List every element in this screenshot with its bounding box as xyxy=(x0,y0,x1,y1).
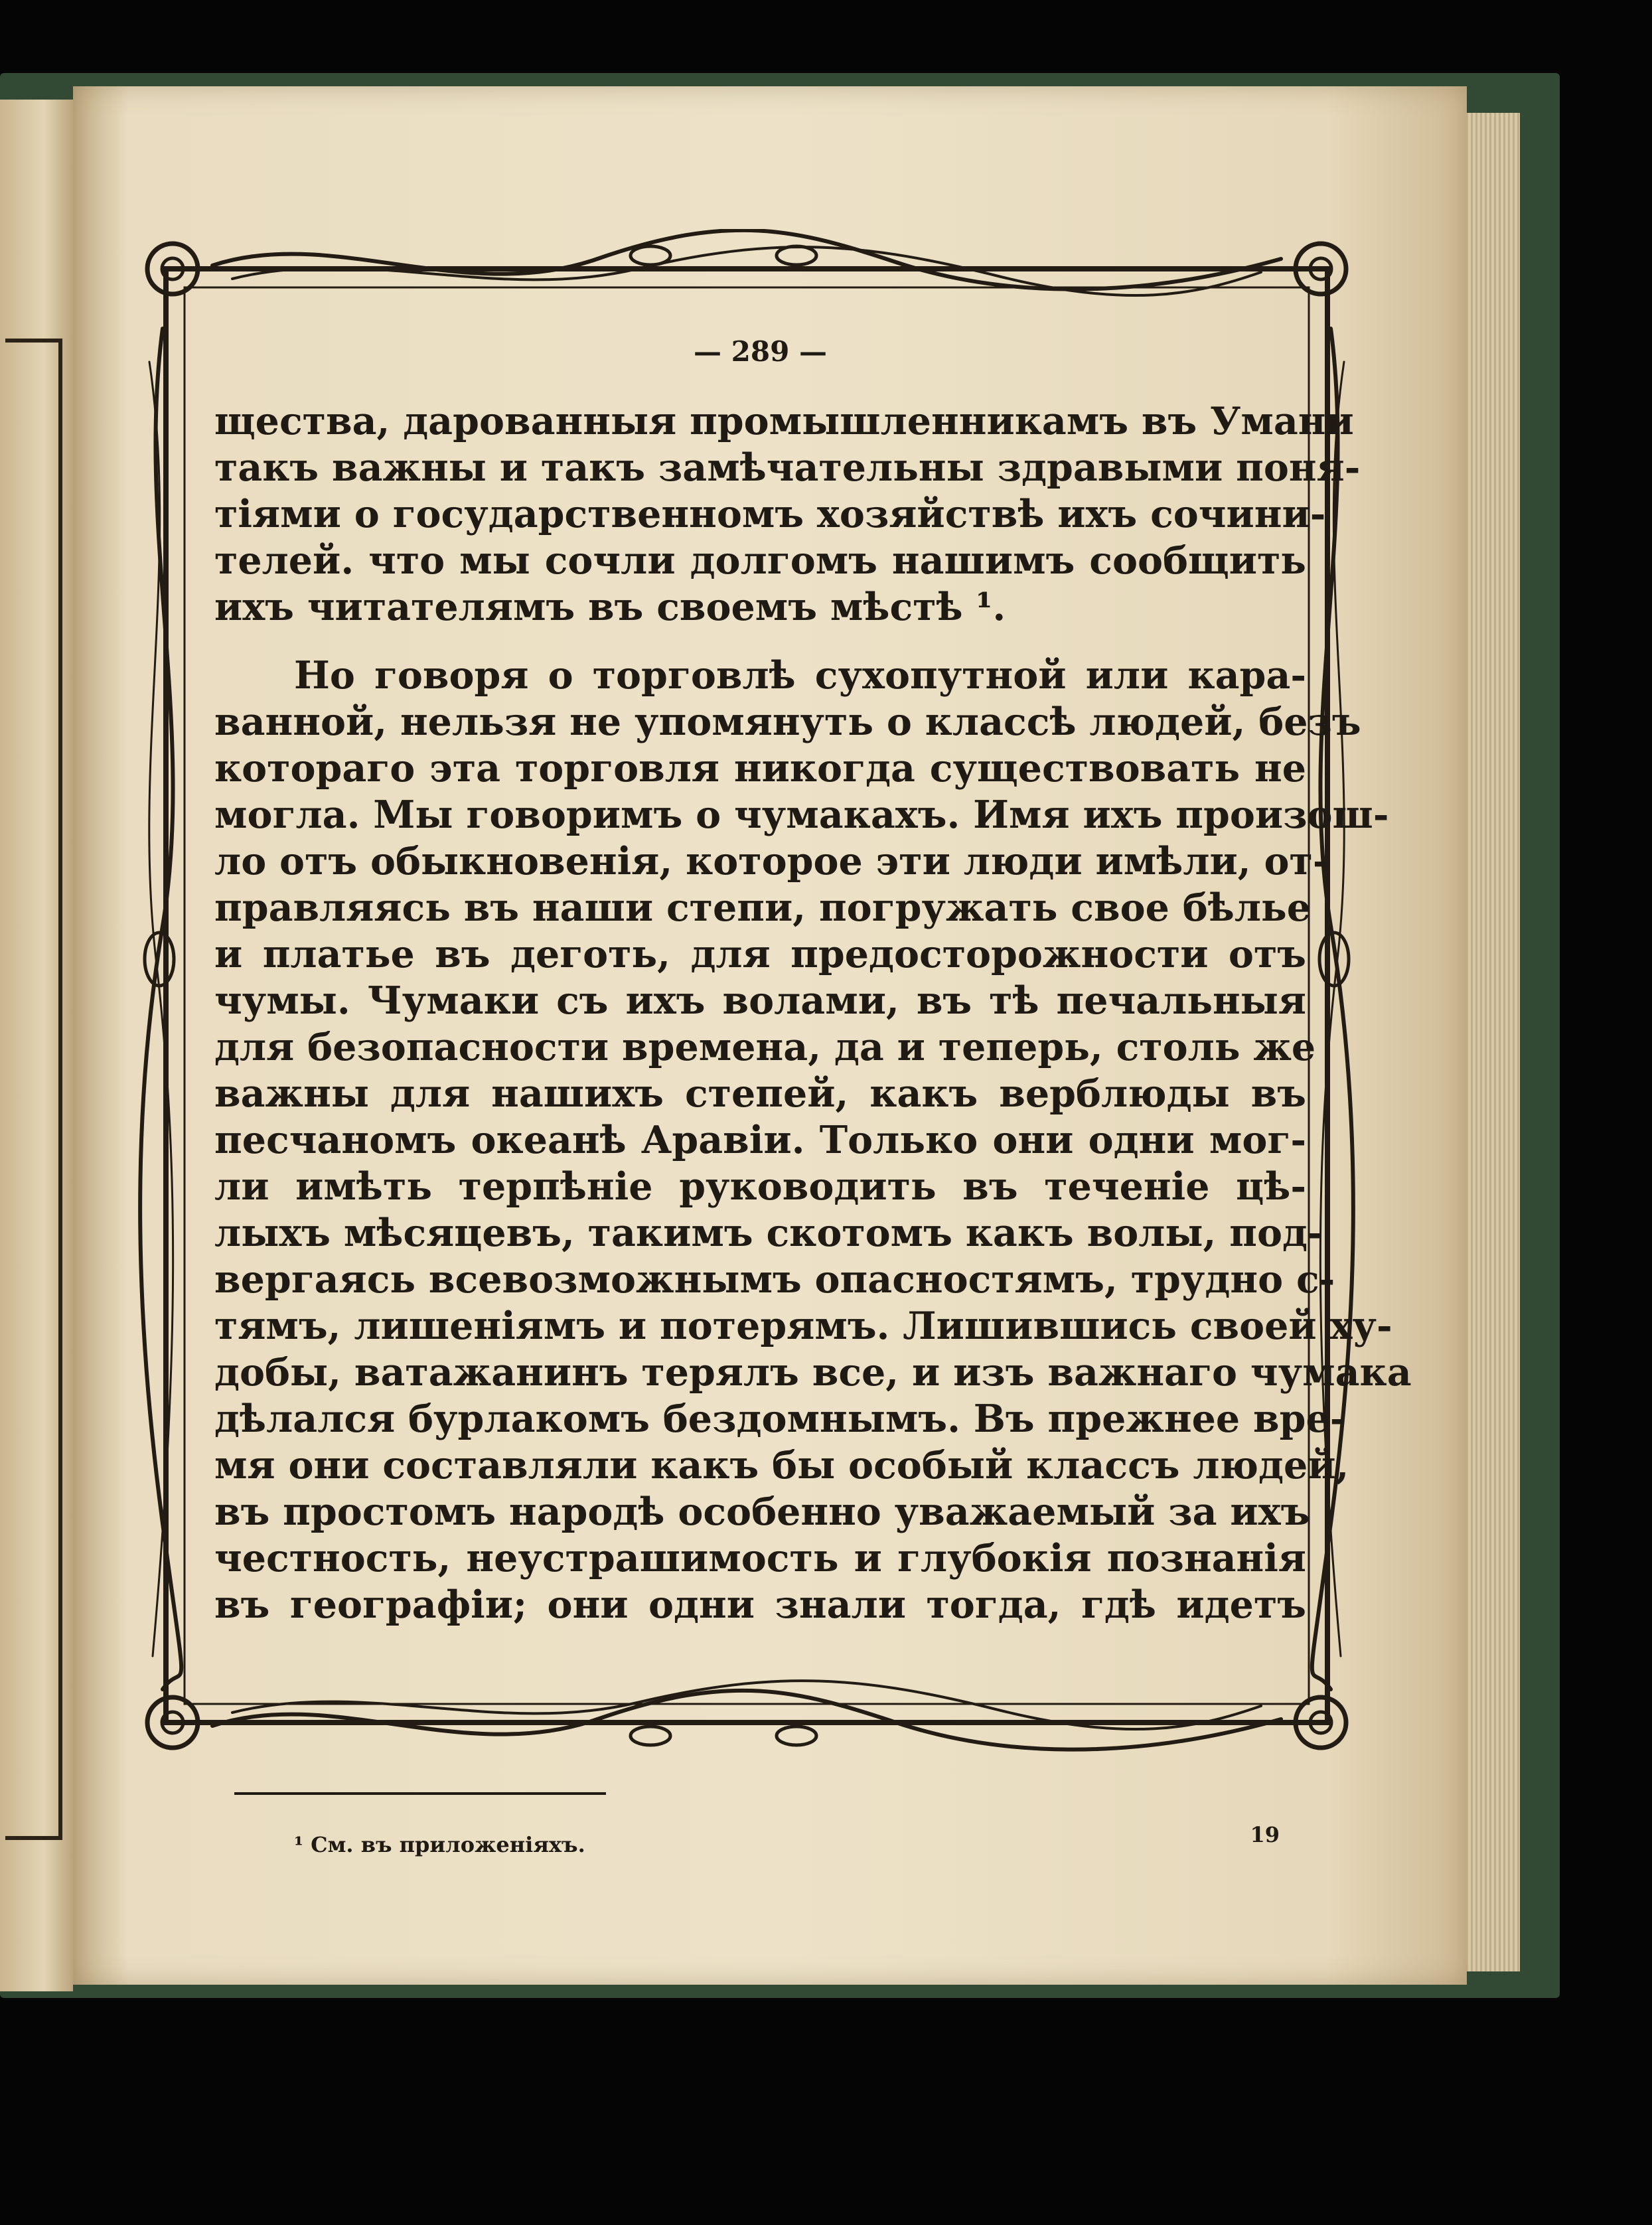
text-line: тямъ, лишеніямъ и потерямъ. Лишившись своей ху- xyxy=(214,1304,1392,1348)
footnote-rule xyxy=(234,1792,606,1795)
text-line: телей. что мы сочли долгомъ нашимъ сообщить xyxy=(214,538,1306,583)
text-line: песчаномъ океанѣ Аравіи. Только они одни мог- xyxy=(214,1118,1306,1162)
text-line: тіями о государственномъ хозяйствѣ ихъ сочини- xyxy=(214,492,1326,536)
text-line: дѣлался бурлакомъ бездомнымъ. Въ прежнее вре- xyxy=(214,1397,1346,1441)
text-line: правляясь въ наши степи, погружать свое бѣлье xyxy=(214,885,1311,930)
text-line: могла. Мы говоримъ о чумакахъ. Имя ихъ произош- xyxy=(214,793,1389,837)
text-line: чумы. Чумаки съ ихъ волами, въ тѣ печальныя xyxy=(214,978,1306,1023)
text-line: щества, дарованныя промышленникамъ въ Умани xyxy=(214,399,1354,443)
text-line: лыхъ мѣсяцевъ, такимъ скотомъ какъ волы, под- xyxy=(214,1211,1323,1255)
text-line: важны для нашихъ степей, какъ верблюды въ xyxy=(214,1071,1306,1116)
text-line: ванной, нельзя не упомянуть о классѣ людей, безъ xyxy=(214,700,1361,744)
text-line: и платье въ деготь, для предосторожности отъ xyxy=(214,932,1306,976)
left-page xyxy=(0,100,73,1991)
paragraph-first-line: Но говоря о торговлѣ сухопутной или кара- xyxy=(294,653,1306,698)
text-line: въ географіи; они одни знали тогда, гдѣ идетъ xyxy=(214,1582,1306,1627)
text-line: честность, неустрашимость и глубокія познанія xyxy=(214,1536,1306,1580)
text-line: ихъ читателямъ въ своемъ мѣстѣ ¹. xyxy=(214,585,1006,629)
signature-mark: 19 xyxy=(1250,1822,1280,1847)
text-line: ли имѣть терпѣніе руководить въ теченіе цѣ- xyxy=(214,1164,1306,1209)
text-line: ло отъ обыкновенія, которое эти люди имѣли, от- xyxy=(214,839,1329,883)
text-line: котораго эта торговля никогда существовать не xyxy=(214,746,1306,791)
text-line: добы, ватажанинъ терялъ все, и изъ важнаго чумака xyxy=(214,1350,1412,1395)
page-number: — 289 — xyxy=(694,335,827,368)
text-line: для безопасности времена, да и теперь, столь же xyxy=(214,1025,1316,1069)
text-line: мя они составляли какъ бы особый классъ людей, xyxy=(214,1443,1349,1488)
footnote: ¹ См. въ приложеніяхъ. xyxy=(294,1832,585,1857)
left-page-border xyxy=(5,339,62,1840)
text-line: вергаясь всевозможнымъ опасностямъ, трудно с- xyxy=(214,1257,1335,1302)
text-block xyxy=(214,335,1412,1857)
text-line: въ простомъ народѣ особенно уважаемый за ихъ xyxy=(214,1490,1310,1534)
text-line: такъ важны и такъ замѣчательны здравыми поня- xyxy=(214,445,1361,490)
